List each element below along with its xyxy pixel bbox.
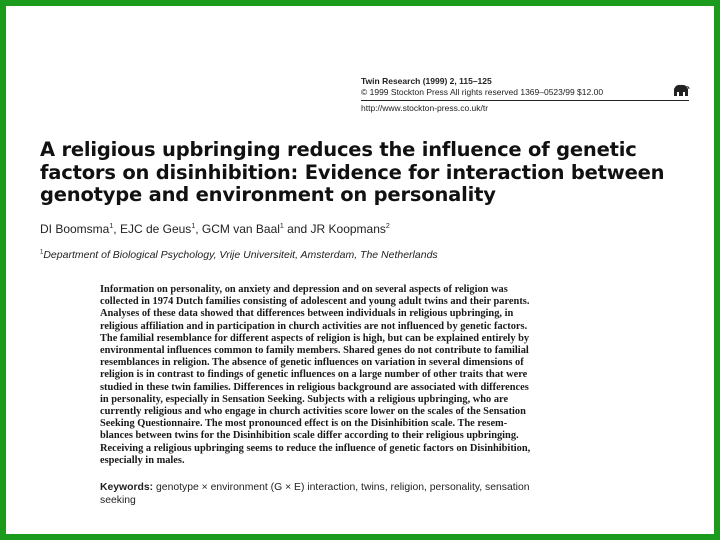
abstract-line: religion is in contrast to findings of genetic influences on a large number of other traits that were (100, 369, 528, 381)
author-affiliation-mark: 1 (109, 223, 114, 230)
header-rule (361, 100, 689, 101)
author-separator: , (195, 222, 202, 236)
author-separator: and (283, 222, 311, 236)
keywords-line: genotype × environment (G × E) interaction, twins, religion, personality, sensation (156, 482, 530, 493)
keywords-line: seeking (100, 494, 136, 506)
author-affiliation-mark: 1 (191, 223, 196, 230)
abstract-line: Information on personality, on anxiety and depression and on several aspects of religion was (100, 284, 508, 295)
author-name: DI Boomsma (40, 222, 110, 236)
author-name: GCM van Baal (201, 222, 280, 236)
abstract-line: resemblances in religion. The absence of genetic influences on variation in several dimensions of (100, 357, 524, 369)
abstract-line: religious affiliation and in participation in church activities are not influenced by genetic factors. (100, 320, 528, 332)
abstract-line: especially in males. (100, 454, 185, 466)
affiliation (40, 249, 438, 261)
abstract-line: Receiving a religious upbringing seems to reduce the influence of genetic factors on Disinhibition, (100, 442, 531, 454)
journal-header (361, 76, 691, 114)
author-separator: , (113, 222, 120, 236)
author-list (40, 222, 390, 236)
title-line: A religious upbringing reduces the influence of genetic (40, 138, 637, 161)
abstract-line: The familial resemblance for different aspects of religion is high, but can be explained entirely by (100, 332, 530, 344)
abstract-line: currently religious and who engage in church activities score lower on the scales of the Sensation (100, 406, 526, 418)
abstract-line: environmental influences common to family members. Shared genes do not contribute to familial (100, 345, 529, 357)
abstract-line: Analyses of these data showed that differences between individuals in religious upbringing, in (100, 308, 514, 320)
stockton-press-logo-icon (672, 82, 690, 98)
keywords (100, 482, 610, 507)
author-name: JR Koopmans (310, 222, 386, 236)
journal-url: http://www.stockton-press.co.uk/tr (361, 103, 489, 113)
abstract-line: Seeking Questionnaire. The most pronounced effect is on the Disinhibition scale. The resem- (100, 418, 508, 430)
abstract-line: in personality, especially in Sensation Seeking. Subjects with a religious upbringing, who are (100, 393, 509, 405)
journal-citation: Twin Research (1999) 2, 115–125 (361, 76, 492, 86)
author-affiliation-mark: 2 (385, 223, 390, 230)
abstract-line: collected in 1974 Dutch families consisting of adolescent and young adult twins and their parents. (100, 296, 530, 308)
affiliation-mark: 1 (40, 249, 44, 256)
title-line: genotype and environment on personality (40, 183, 496, 206)
abstract-line: blances between twins for the Disinhibition scale differ according to their religious upbringing. (100, 430, 519, 442)
paper-title (40, 139, 690, 207)
author-affiliation-mark: 1 (279, 223, 284, 230)
affiliation-text: Department of Biological Psychology, Vrije Universiteit, Amsterdam, The Netherlands (43, 249, 438, 261)
abstract-line: studied in these twin families. Differences in religious background are associated with differences (100, 381, 529, 393)
author-name: EJC de Geus (119, 222, 192, 236)
keywords-label: Keywords: (100, 482, 154, 493)
title-line: factors on disinhibition: Evidence for interaction between (40, 160, 665, 184)
journal-copyright: © 1999 Stockton Press All rights reserved 1369–0523/99 $12.00 (361, 87, 604, 97)
abstract (100, 284, 608, 467)
